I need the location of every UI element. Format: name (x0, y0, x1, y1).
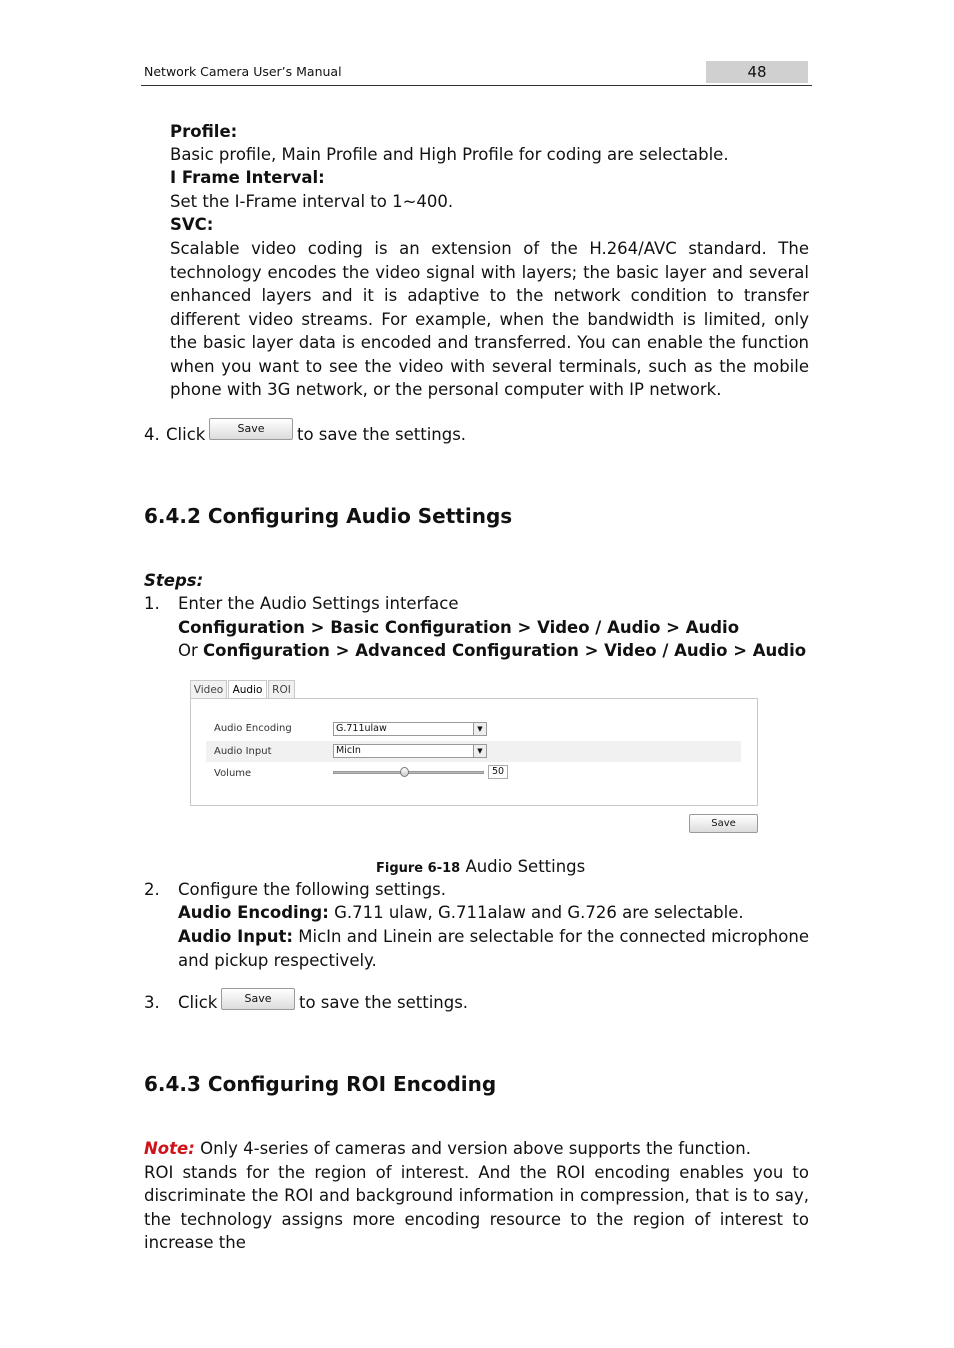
figure-caption-text: Audio Settings (465, 857, 586, 876)
save-button[interactable]: Save (689, 814, 758, 833)
audio-input-value: MicIn (336, 745, 361, 756)
profile-label: Profile: (170, 122, 238, 141)
step3-click-text: Click (178, 993, 218, 1012)
audio-input-desc-label: Audio Input: (178, 927, 293, 946)
audio-input-select[interactable] (333, 744, 487, 758)
volume-label: Volume (214, 768, 252, 779)
section-heading-audio: 6.4.2 Configuring Audio Settings (144, 504, 513, 528)
tab-video[interactable]: Video (190, 680, 227, 699)
chevron-down-icon: ▼ (473, 723, 486, 735)
audio-encoding-desc (178, 903, 744, 923)
figure-caption (376, 857, 585, 876)
save-button-inline: Save (209, 418, 293, 440)
iframe-label: I Frame Interval: (170, 168, 325, 187)
section-heading-roi: 6.4.3 Configuring ROI Encoding (144, 1072, 497, 1096)
menu-path-advanced: Configuration > Advanced Configuration > Video / Audio > Audio (203, 641, 807, 660)
volume-slider-thumb[interactable] (400, 767, 409, 777)
audio-input-desc-text: MicIn and Linein are selectable for the connected microphone and pickup respectively. (178, 927, 809, 970)
step2-number: 2. (144, 880, 160, 899)
step2-text: Configure the following settings. (178, 880, 447, 899)
iframe-text: Set the I-Frame interval to 1~400. (170, 192, 454, 211)
page-number: 48 (706, 61, 808, 83)
note-text: Only 4-series of cameras and version above supports the function. (200, 1139, 751, 1158)
steps-label: Steps: (144, 571, 204, 590)
profile-text: Basic profile, Main Profile and High Profile for coding are selectable. (170, 145, 729, 164)
tab-roi[interactable]: ROI (268, 680, 295, 699)
audio-input-desc (178, 925, 809, 972)
audio-encoding-label: Audio Encoding (214, 723, 292, 734)
audio-encoding-desc-text: G.711 ulaw, G.711alaw and G.726 are selectable. (334, 903, 744, 922)
note-line (144, 1139, 751, 1159)
audio-input-label: Audio Input (214, 746, 272, 757)
step3-after-text: to save the settings. (299, 993, 469, 1012)
step1-text: Enter the Audio Settings interface (178, 594, 459, 613)
volume-value-box[interactable]: 50 (488, 765, 508, 779)
menu-path-basic: Configuration > Basic Configuration > Video / Audio > Audio (178, 618, 740, 637)
audio-encoding-select[interactable] (333, 722, 487, 736)
menu-path-advanced-line (178, 641, 806, 661)
tab-audio[interactable]: Audio (228, 680, 267, 700)
header-rule (141, 85, 812, 86)
step4-after-text: to save the settings. (297, 425, 467, 444)
figure-number: Figure 6-18 (376, 861, 461, 876)
step4-number: 4. (144, 425, 160, 444)
note-label: Note: (144, 1139, 195, 1158)
chevron-down-icon: ▼ (473, 745, 486, 757)
step3-number: 3. (144, 993, 160, 1012)
or-word: Or (178, 641, 198, 660)
audio-encoding-value: G.711ulaw (336, 723, 387, 734)
save-button-inline-2: Save (221, 988, 295, 1010)
roi-paragraph: ROI stands for the region of interest. And the ROI encoding enables you to discriminate the ROI and background information in compression, that is to say, the technology assigns more encoding resource to the region of interest to increase the (144, 1163, 809, 1253)
svc-text: Scalable video coding is an extension of the H.264/AVC standard. The technology encodes the video signal with layers; the basic layer and several enhanced layers and it is adaptive to the network condition to transfer different video streams. For example, when the bandwidth is limited, only the basic layer data is encoded and transferred. You can enable the function when you want to see the video with several terminals, such as the mobile phone with 3G network, or the personal computer with IP network. (170, 239, 809, 399)
step4-click-text: Click (166, 425, 206, 444)
audio-encoding-desc-label: Audio Encoding: (178, 903, 329, 922)
svc-label: SVC: (170, 215, 214, 234)
running-header-title: Network Camera User’s Manual (144, 64, 342, 79)
step1-number: 1. (144, 594, 160, 613)
